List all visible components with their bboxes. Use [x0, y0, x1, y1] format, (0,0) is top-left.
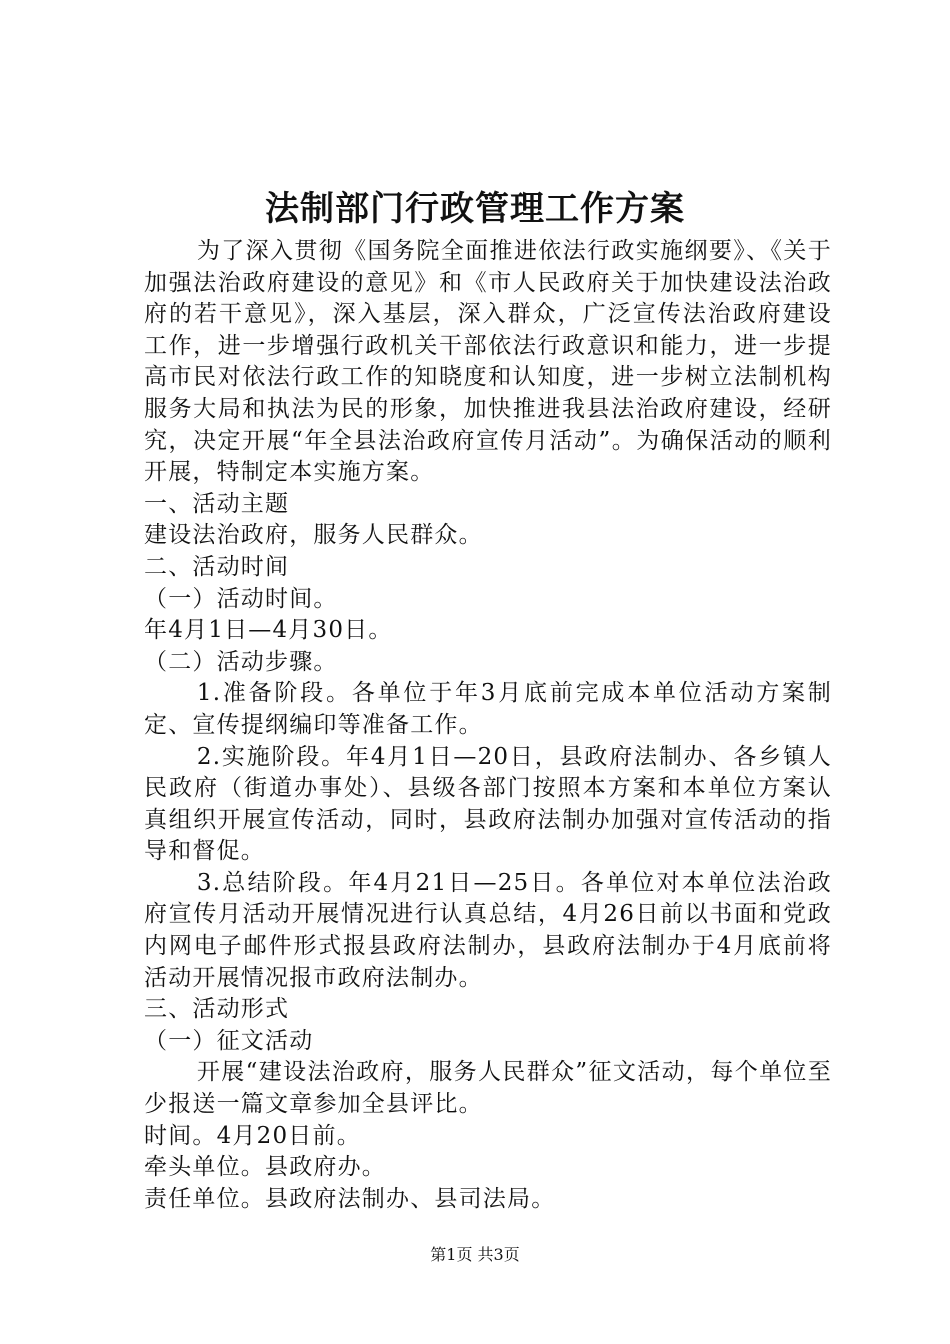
subheading-steps: （二）活动步骤。 [144, 648, 338, 675]
lead-unit: 牵头单位。县政府办。 [144, 1154, 386, 1181]
step-implementation: 2.实施阶段。年4月1日—20日，县政府法制办、各乡镇人民政府（街道办事处）、县级各部门按照本方案和本单位方案认真组织开展宣传活动，同时，县政府法制办加强对宣传活动的指导和督促。 [144, 743, 832, 865]
page-number-footer: 第1页 共3页 [430, 1245, 520, 1264]
step-preparation: 1.准备阶段。各单位于年3月底前完成本单位活动方案制定、宣传提纲编印等准备工作。 [144, 680, 832, 738]
document-title: 法制部门行政管理工作方案 [265, 189, 685, 229]
essay-deadline: 时间。4月20日前。 [144, 1122, 361, 1149]
subheading-essay: （一）征文活动 [144, 1027, 314, 1054]
document-body [144, 236, 832, 1215]
intro-paragraph: 为了深入贯彻《国务院全面推进依法行政实施纲要》、《关于加强法治政府建设的意见》和《市人民政府关于加快建设法治政府的若干意见》，深入基层，深入群众，广泛宣传法治政府建设工作，进一步增强行政机关干部依法行政意识和能力，进一步提高市民对依法行政工作的知晓度和认知度，进一步树立法制机构服务大局和执法为民的形象，加快推进我县法治政府建设，经研究，决定开展“年全县法治政府宣传月活动”。为确保活动的顺利开展，特制定本实施方案。 [144, 238, 832, 486]
section-heading-theme: 一、活动主题 [144, 490, 290, 517]
section-heading-forms: 三、活动形式 [144, 996, 290, 1023]
essay-description: 开展“建设法治政府，服务人民群众”征文活动，每个单位至少报送一篇文章参加全县评比。 [144, 1059, 832, 1118]
responsible-units: 责任单位。县政府法制办、县司法局。 [144, 1185, 556, 1212]
time-range-text: 年4月1日—4月30日。 [144, 617, 393, 644]
step-summary: 3.总结阶段。年4月21日—25日。各单位对本单位法治政府宣传月活动开展情况进行认真总结，4月26日前以书面和党政内网电子邮件形式报县政府法制办，县政府法制办于4月底前将活动开展情况报市政府法制办。 [144, 869, 832, 991]
subheading-time: （一）活动时间。 [144, 585, 338, 612]
section-heading-time: 二、活动时间 [144, 553, 290, 580]
theme-text: 建设法治政府，服务人民群众。 [144, 522, 483, 549]
